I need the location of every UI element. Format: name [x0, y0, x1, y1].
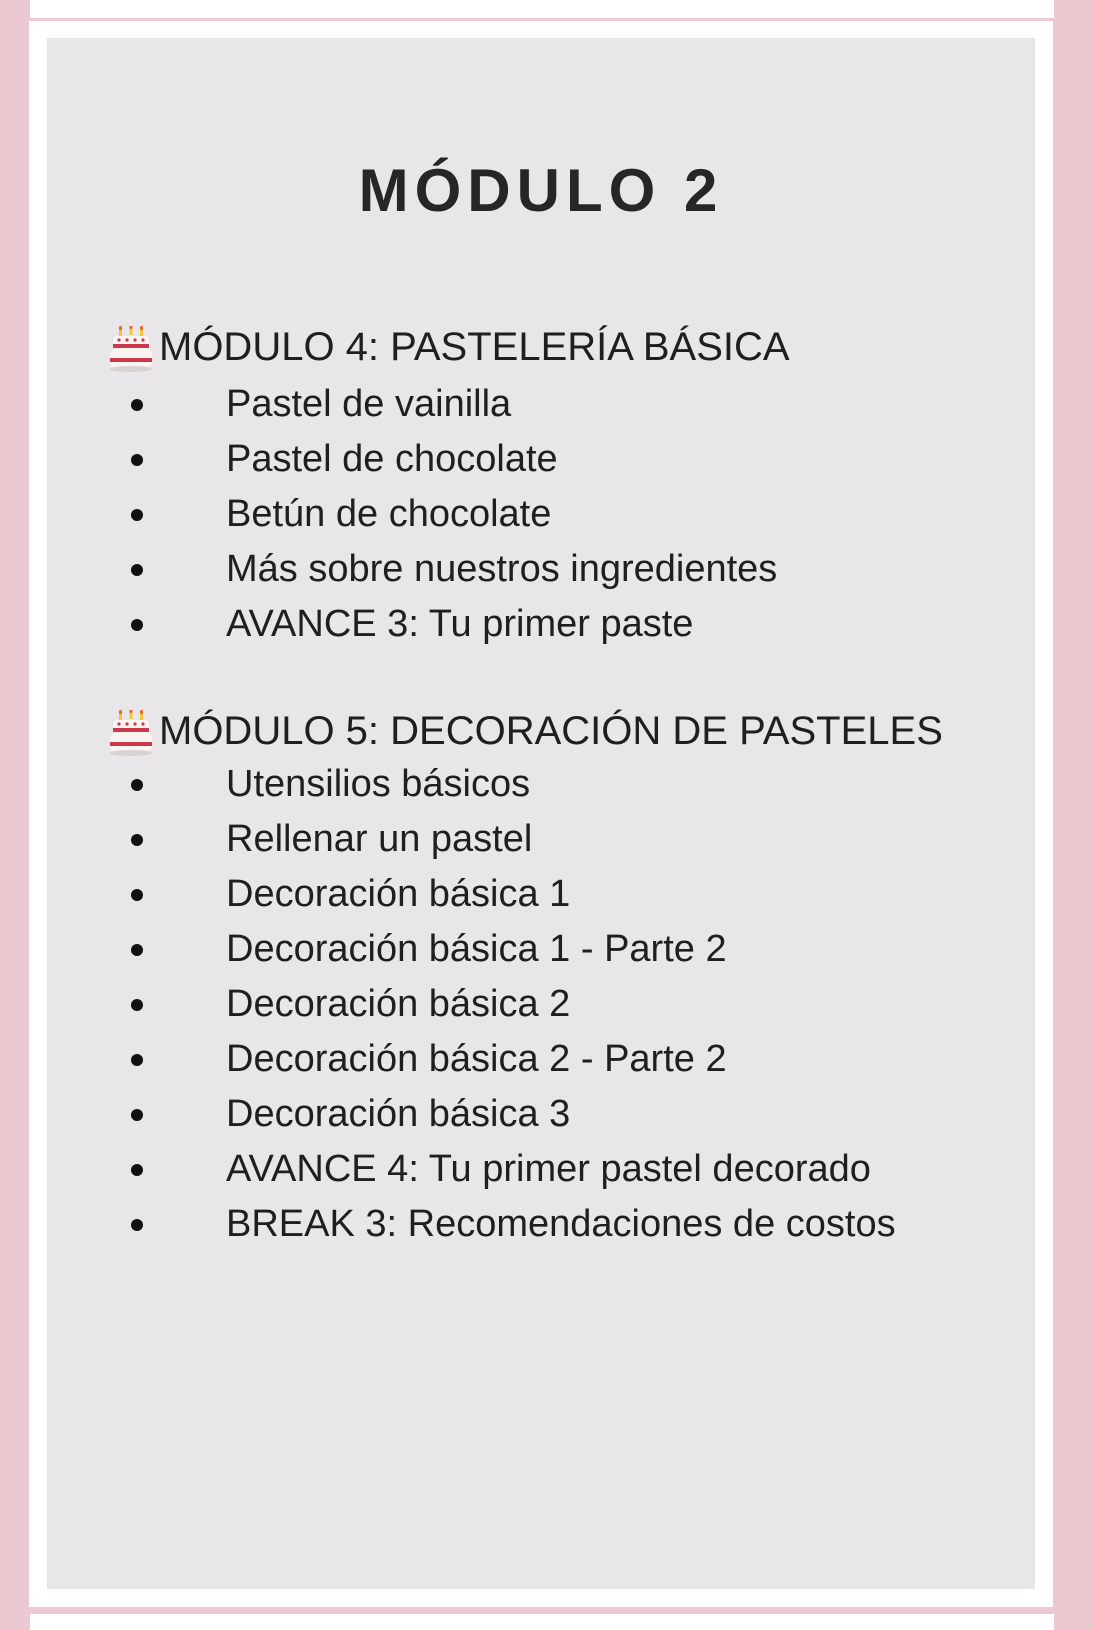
list-item-text: Pastel de vainilla — [226, 383, 512, 425]
list-item — [109, 922, 943, 977]
list-item — [109, 757, 943, 812]
bullet — [131, 1054, 143, 1066]
birthday-cake-icon — [109, 710, 153, 756]
list-item — [109, 1087, 943, 1142]
birthday-cake-icon — [109, 326, 153, 372]
section-heading — [109, 321, 790, 373]
list-item — [109, 432, 790, 487]
list-item — [109, 542, 790, 597]
list-item-text: Decoración básica 2 — [226, 983, 571, 1025]
page-frame — [29, 21, 1053, 1607]
list-item-text: Utensilios básicos — [226, 763, 531, 805]
section-item-list — [109, 757, 943, 1252]
list-item — [109, 1197, 943, 1252]
list-item-text: Betún de chocolate — [226, 493, 552, 535]
section-heading-text: MÓDULO 5: DECORACIÓN DE PASTELES — [159, 708, 943, 753]
bullet — [131, 834, 143, 846]
section-item-list — [109, 377, 790, 652]
bullet — [131, 944, 143, 956]
list-item — [109, 977, 943, 1032]
list-item-text: Más sobre nuestros ingredientes — [226, 548, 778, 590]
list-item — [109, 487, 790, 542]
list-item-text: AVANCE 3: Tu primer paste — [226, 603, 694, 645]
bullet — [131, 399, 143, 411]
content-panel — [47, 38, 1035, 1589]
list-item-text: Pastel de chocolate — [226, 438, 558, 480]
list-item-text: AVANCE 4: Tu primer pastel decorado — [226, 1148, 871, 1190]
list-item-text: Decoración básica 1 - Parte 2 — [226, 928, 727, 970]
list-item-text: BREAK 3: Recomendaciones de costos — [226, 1203, 896, 1245]
list-item — [109, 597, 790, 652]
section-heading — [109, 705, 943, 757]
list-item — [109, 377, 790, 432]
list-item-text: Decoración básica 3 — [226, 1093, 571, 1135]
section-heading-text: MÓDULO 4: PASTELERÍA BÁSICA — [159, 324, 790, 369]
list-item-text: Decoración básica 1 — [226, 873, 571, 915]
section-modulo-5 — [109, 705, 943, 1252]
bullet — [131, 999, 143, 1011]
list-item — [109, 1142, 943, 1197]
bullet — [131, 509, 143, 521]
bullet — [131, 1219, 143, 1231]
bullet — [131, 1109, 143, 1121]
top-frame-strip — [30, 0, 1054, 18]
list-item-text: Decoración básica 2 - Parte 2 — [226, 1038, 727, 1080]
list-item-text: Rellenar un pastel — [226, 818, 533, 860]
bullet — [131, 1164, 143, 1176]
bullet — [131, 454, 143, 466]
bullet — [131, 564, 143, 576]
bullet — [131, 889, 143, 901]
bottom-frame-strip — [30, 1614, 1054, 1630]
bullet — [131, 619, 143, 631]
page-title: MÓDULO 2 — [358, 157, 724, 224]
list-item — [109, 867, 943, 922]
list-item — [109, 812, 943, 867]
list-item — [109, 1032, 943, 1087]
bullet — [131, 779, 143, 791]
section-modulo-4 — [109, 321, 790, 652]
